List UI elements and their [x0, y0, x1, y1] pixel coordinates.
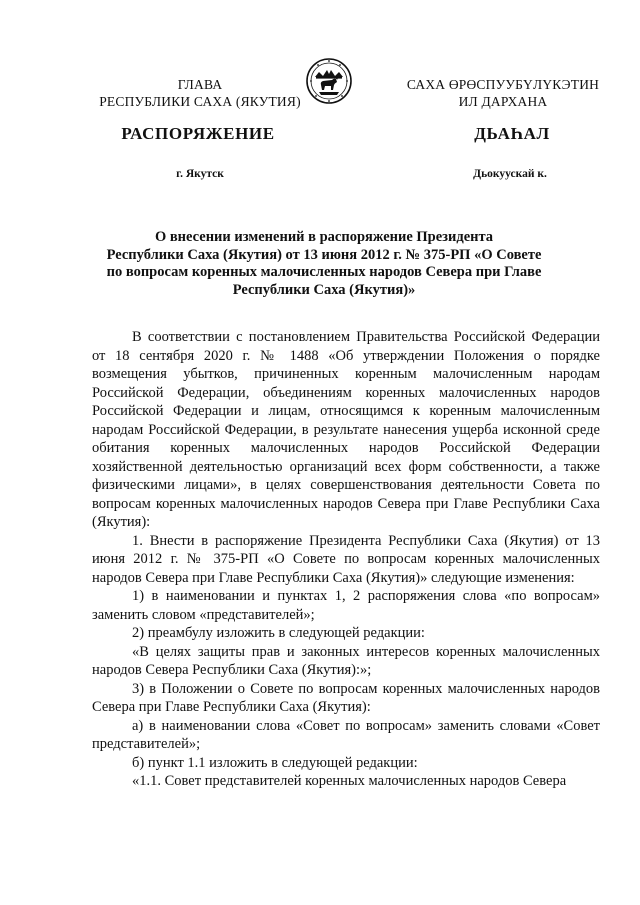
place-of-issue-ru: г. Якутск — [176, 168, 224, 180]
document-type-ru: РАСПОРЯЖЕНИЕ — [121, 124, 275, 143]
document-body — [92, 328, 600, 791]
subitem-3-paragraph: 3) в Положении о Совете по вопросам коренных малочисленных народов Севера при Главе Республики Саха (Якутия): — [92, 680, 600, 715]
issuer-sah — [388, 76, 618, 110]
subitem-b-paragraph: б) пункт 1.1 изложить в следующей редакции: — [132, 754, 418, 771]
preamble-paragraph: В соответствии с постановлением Правительства Российской Федерации от 18 сентября 2020 г. № 1488 «Об утверждении Положения о порядке возмещения убытков, причиненных коренным малочисленным народам Российской Федерации, объединениям коренных малочисленных народов Российской Федерации и лицам, относящимся к коренным малочисленным народам Российской Федерации, в результате нанесения ущерба исконной среде обитания коренных малочисленных народов Российской Федерации хозяйственной деятельностью организаций всех форм собственности, а также физическими лицами», в целях совершенствования деятельности Совета по вопросам коренных малочисленных народов Севера при Главе Республики Саха (Якутия): — [92, 329, 600, 530]
subject-line: Республики Саха (Якутия) от 13 июня 2012 г. № 375-РП «О Совете — [106, 246, 542, 263]
subitem-a-paragraph: а) в наименовании слова «Совет по вопросам» заменить словами «Совет представителей»; — [92, 717, 600, 752]
issuer-ru — [80, 76, 320, 110]
quoted-clause-paragraph: «1.1. Совет представителей коренных малочисленных народов Севера — [132, 773, 567, 789]
coat-of-arms-emblem-icon — [306, 56, 352, 106]
subitem-2-paragraph: 2) преамбулу изложить в следующей редакции: — [132, 625, 425, 641]
issuer-sah-line1: САХА ӨРӨСПУУБҮЛҮКЭТИН — [406, 77, 600, 92]
subject-line: Республики Саха (Якутия)» — [232, 281, 416, 298]
issuer-ru-line2: РЕСПУБЛИКИ САХА (ЯКУТИЯ) — [99, 94, 301, 109]
issuer-ru-line1: ГЛАВА — [177, 77, 223, 92]
subitem-1-paragraph: 1) в наименовании и пунктах 1, 2 распоряжения слова «по вопросам» заменить словом «представителей»; — [92, 588, 600, 623]
item-1-paragraph: 1. Внести в распоряжение Президента Республики Саха (Якутия) от 13 июня 2012 г. № 375-РП «О Совете по вопросам коренных малочисленных народов Севера при Главе Республики Саха (Якутия)» следующие изменения: — [92, 532, 600, 586]
subject-line: О внесении изменений в распоряжение Президента — [154, 229, 494, 245]
issuer-sah-line2: ИЛ ДАРХАНА — [458, 94, 548, 109]
place-of-issue-sah: Дьокуускай к. — [473, 168, 547, 180]
document-type-sah: ДЬАҺАЛ — [474, 124, 550, 143]
document-subject — [96, 229, 552, 299]
subject-line: по вопросам коренных малочисленных народов Севера при Главе — [106, 264, 542, 280]
quoted-preamble-paragraph: «В целях защиты прав и законных интересов коренных малочисленных народов Севера Республики Саха (Якутия):»; — [92, 643, 600, 678]
